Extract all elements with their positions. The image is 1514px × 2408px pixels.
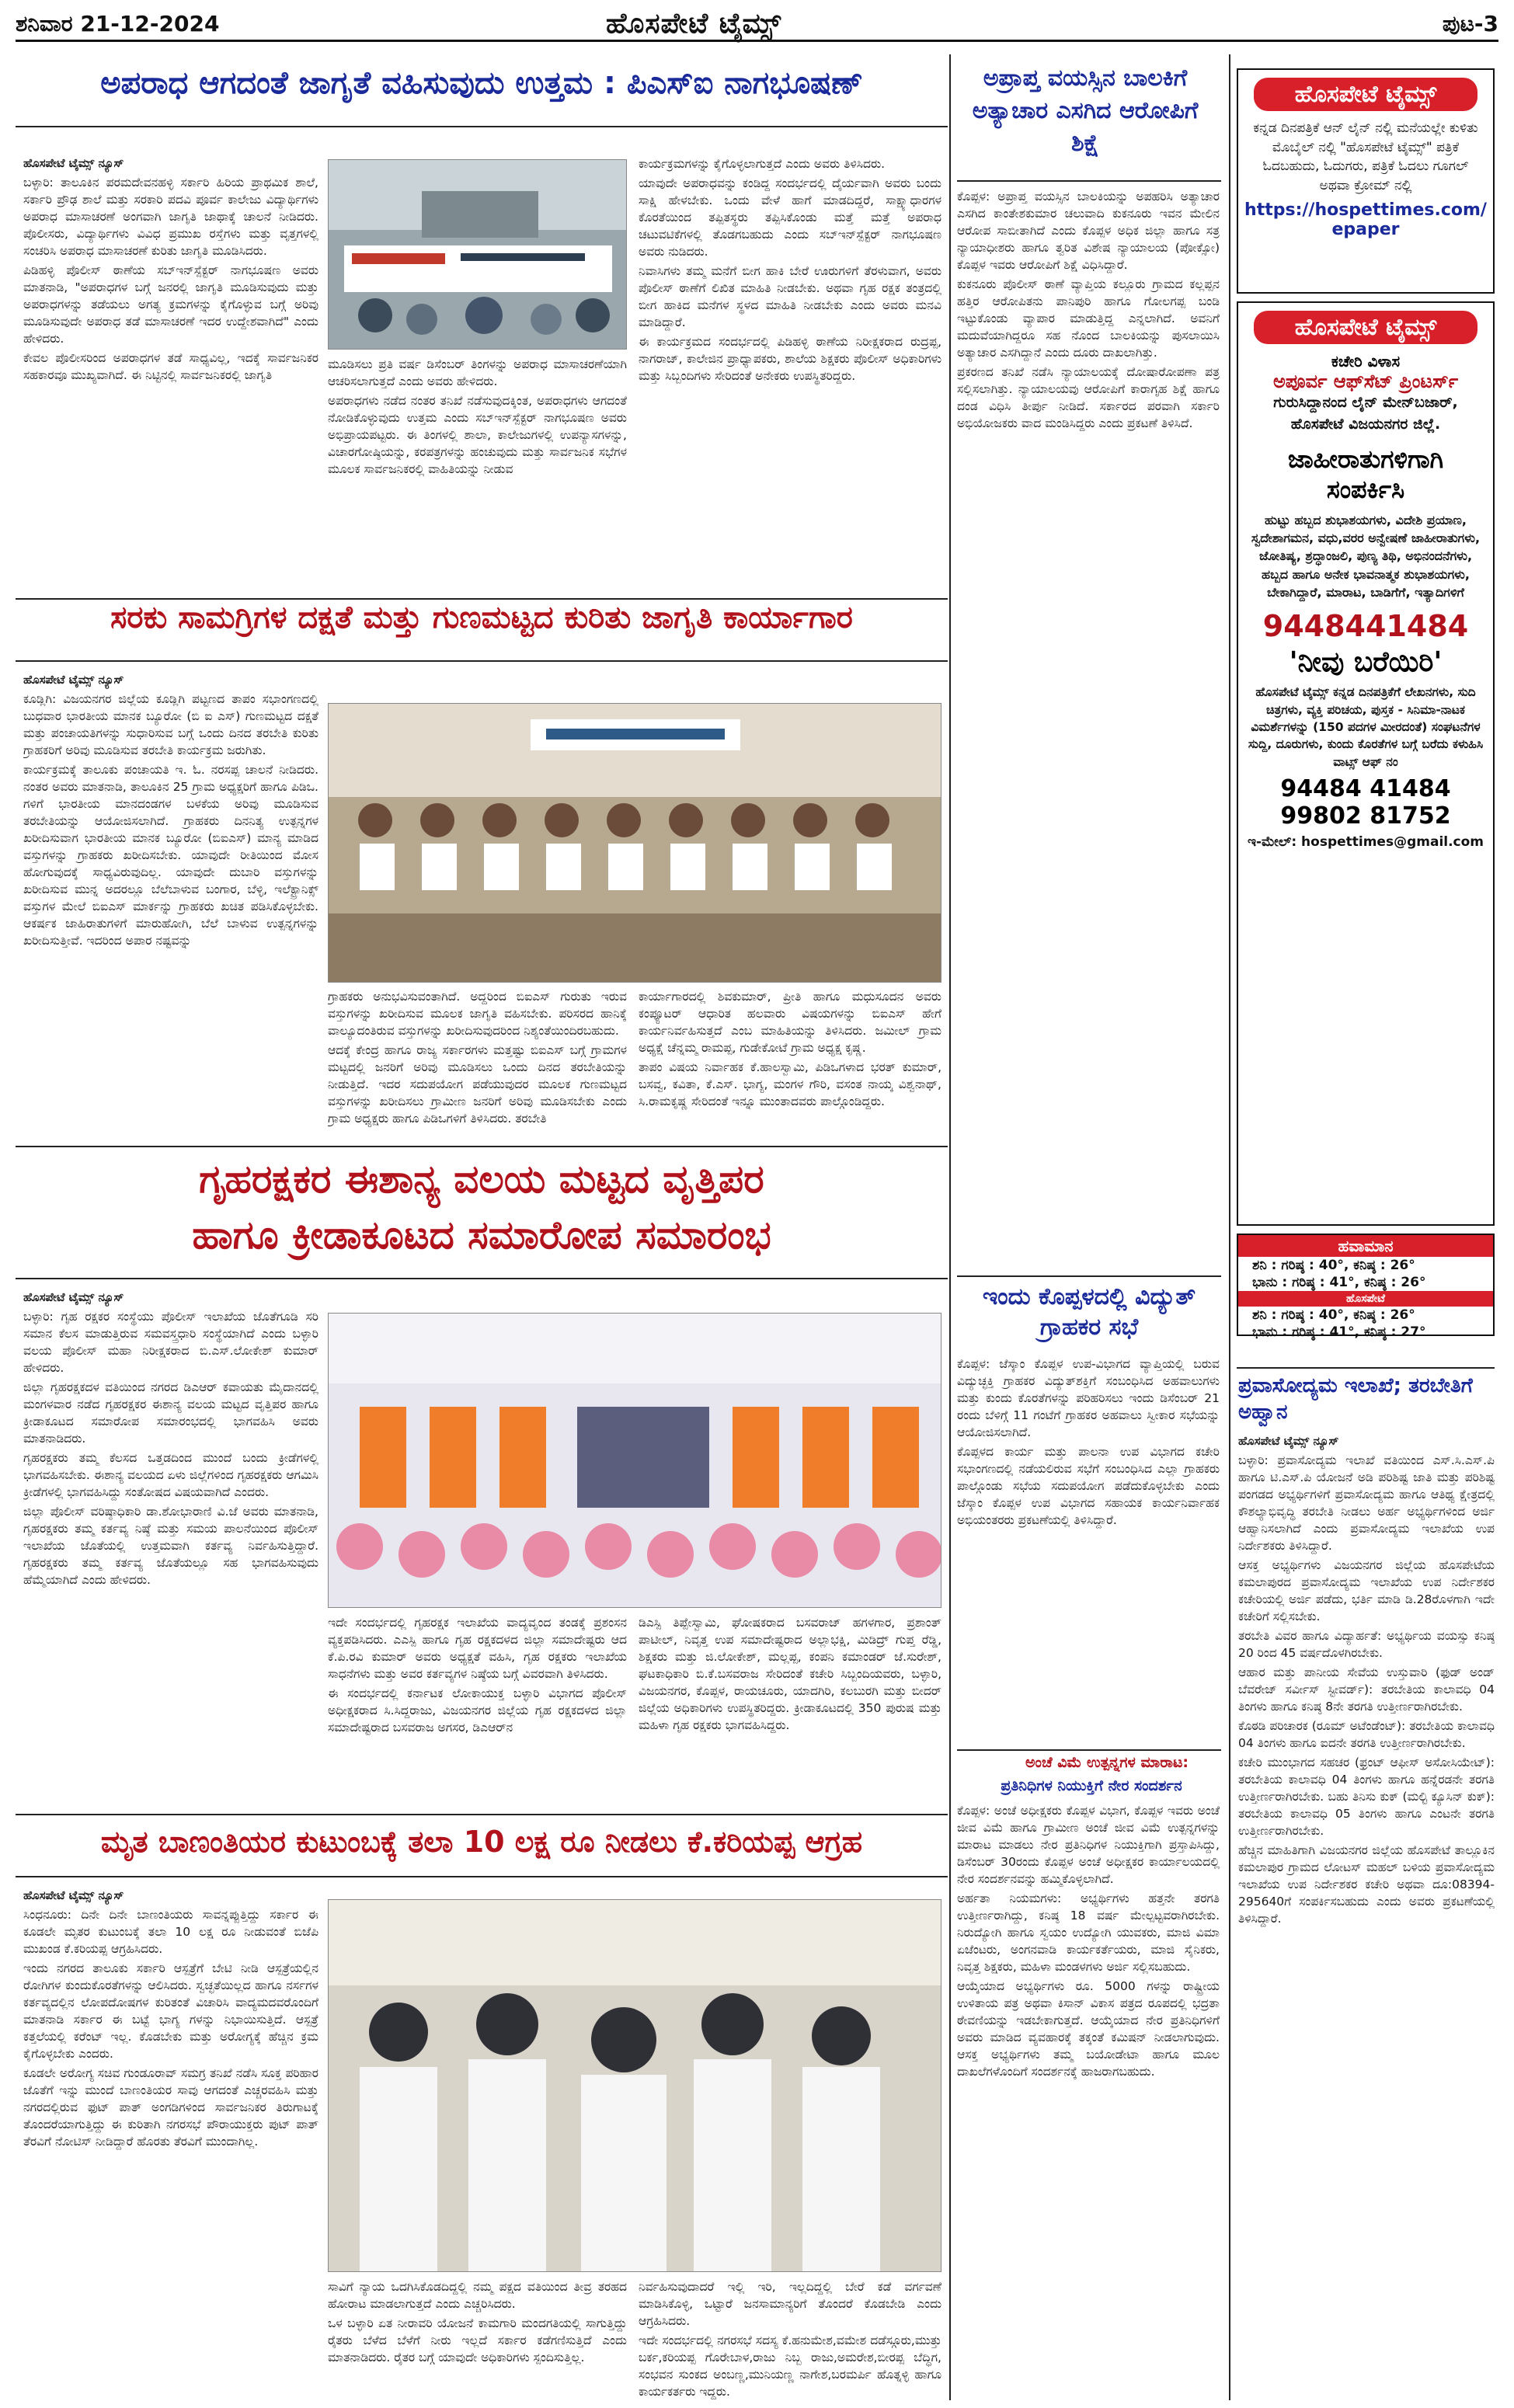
- press-name: ಅಪೂರ್ವ ಆಫ್‌ಸೆಟ್ ಪ್ರಿಂಟರ್ಸ್: [1272, 371, 1459, 392]
- weather-title: ಹವಾಮಾನ: [1238, 1235, 1493, 1257]
- article4-photo: [328, 1899, 941, 2272]
- article3-photo: [328, 1313, 941, 1608]
- article2-headline: ಸರಕು ಸಾಮಗ್ರಿಗಳ ದಕ್ಷತೆ ಮತ್ತು ಗುಣಮಟ್ಟದ ಕುರಿತು ಜಾಗೃತಿ ಕಾರ್ಯಾಗಾರ: [110, 600, 853, 635]
- write-text: ಹೊಸಪೇಟೆ ಟೈಮ್ಸ್ ಕನ್ನಡ ದಿನಪತ್ರಿಕೆಗೆ ಲೇಖನಗಳು, ಸುದಿ ಚಿತ್ರಗಳು, ವ್ಯಕ್ತಿ ಪರಿಚಯ, ಪುಸ್ತಕ - ಸಿನಿಮಾ-ನಾಟಕ ವಿಮರ್ಶೆಗಳನ್ನು (150 ಪದಗಳ ಮೀರದಂತೆ) ಸಂಘಟನೆಗಳ ಸುದ್ದಿ, ದೂರುಗಳು, ಕುಂದು ಕೊರತೆಗಳ ಬಗ್ಗೆ ಬರೆದು ಕಳುಹಿಸಿ ವಾಟ್ಸ್ ಆಫ್ ನಂ: [1248, 685, 1484, 769]
- weather-box: [1237, 1234, 1495, 1340]
- paper-name: ಹೊಸಪೇಟೆ ಟೈಮ್ಸ್: [606, 8, 782, 40]
- issue-date: ಶನಿವಾರ 21-12-2024: [16, 11, 220, 37]
- epaper-ad-title: ಹೊಸಪೇಟೆ ಟೈಮ್ಸ್: [1254, 78, 1477, 111]
- ceremony-photo-icon: [329, 1314, 941, 1608]
- article3-column3: ಡಿಎಸ್ಪಿ ತಿಪ್ಪೇಸ್ವಾಮಿ, ಘೋಷಕರಾದ ಬಸವರಾಜ್ ಹಗಳಗಾರ, ಪ್ರಶಾಂತ್ ಪಾಟೀಲ್, ನಿವೃತ್ತ ಉಪ ಸಮಾದೇಷ್ಟರಾದ ಅಲ್ಲಾಭಕ್ಷಿ, ಮಿಡಿದ್ರ್ ಗುಪ್ತ ರೆಡ್ಡಿ, ಶಿಕ್ಷಕರು ಮತ್ತು ಜಿ.ಲೋಕೇಶ್, ಮಲ್ಲಪ್ಪ, ಕಂಪನಿ ಕಮಾಂಡರ್ ಜೆ.ಸುರೇಶ್, ಘಟಕಾಧಿಕಾರಿ ಬಿ.ಕೆ.ಬಸವರಾಜ ಸೇರಿದಂತೆ ಕಚೇರಿ ಸಿಬ್ಬಂದಿಯವರು, ಬಳ್ಳಾರಿ, ವಿಜಯನಗರ, ಕೊಪ್ಪಳ, ರಾಯಚೂರು, ಯಾದಗಿರಿ, ಕಲಬುರಗಿ ಮತ್ತು ಬೀದರ್ ಜಿಲ್ಲೆಯ ಅಧಿಕಾರಿಗಳು ಉಪಸ್ಥಿತರಿದ್ದರು. ಕ್ರೀಡಾಕೂಟದಲ್ಲಿ 350 ಪುರುಷ ಮತ್ತು ಮಹಿಳಾ ಗೃಹ ರಕ್ಷಕರು ಭಾಗವಹಿಸಿದ್ದರು.: [639, 1616, 941, 1732]
- ads-heading: ಜಾಹೀರಾತುಗಳಿಗಾಗಿ: [1287, 444, 1444, 475]
- office-ad-title: ಹೊಸಪೇಟೆ ಟೈಮ್ಸ್: [1254, 311, 1477, 344]
- phone-secondary: 94484 41484: [1280, 775, 1451, 803]
- epaper-ad-text: ಕನ್ನಡ ದಿನಪತ್ರಿಕೆ ಆನ್ ಲೈನ್ ನಲ್ಲಿ ಮನೆಯಲ್ಲೇ ಕುಳಿತು ಮೊಬೈಲ್ ನಲ್ಲಿ "ಹೊಸಪೇಟೆ ಟೈಮ್ಸ್" ಪತ್ರಿಕೆ ಓದಬಹುದು, ಓದುಗರು, ಪತ್ರಿಕೆ ಓದಲು ಗೂಗಲ್ ಅಥವಾ ಕ್ರೋಮ್ ನಲ್ಲಿ: [1253, 120, 1478, 193]
- hospital-visit-photo-icon: [329, 1900, 941, 2272]
- divider: [16, 660, 948, 662]
- article6-body: ಕೊಪ್ಪಳ: ಜೆಸ್ಕಾಂ ಕೊಪ್ಪಳ ಉಪ-ವಿಭಾಗದ ವ್ಯಾಪ್ತಿಯಲ್ಲಿ ಬರುವ ವಿದ್ಯುಚ್ಛಕ್ತಿ ಗ್ರಾಹಕರ ವಿದ್ಯುತ್‌ಶಕ್ತಿಗೆ ಸಂಬಂಧಿಸಿದ ಅಹವಾಲುಗಳು ಮತ್ತು ಕುಂದು ಕೊರತೆಗಳನ್ನು ಪರಿಹರಿಸಲು ಇಂದು ಡಿಸೆಂಬರ್ 21 ರಂದು ಬೆಳಿಗ್ಗೆ 11 ಗಂಟೆಗೆ ಗ್ರಾಹಕರ ಅಹವಾಲು ಸ್ವೀಕಾರ ಸಭೆಯನ್ನು ಆಯೋಜಿಸಲಾಗಿದೆ. ಕೊಪ್ಪಳದ ಕಾರ್ಯ ಮತ್ತು ಪಾಲನಾ ಉಪ ವಿಭಾಗದ ಕಚೇರಿ ಸಭಾಂಗಣದಲ್ಲಿ ನಡೆಯಲಿರುವ ಸಭೆಗೆ ಸಂಬಂಧಿಸಿದ ಎಲ್ಲಾ ಗ್ರಾಹಕರು ಪಾಲ್ಗೊಂಡು ಸಭೆಯ ಸದುಪಯೋಗ ಪಡೆದುಕೊಳ್ಳಬೇಕು ಎಂದು ಜೆಸ್ಕಾಂ ಕೊಪ್ಪಳ ಉಪ ವಿಭಾಗದ ಸಹಾಯಕ ಕಾರ್ಯನಿರ್ವಾಹಕ ಅಭಿಯಂತರರು ಪ್ರಕಟಣೆಯಲ್ಲಿ ತಿಳಿಸಿದ್ದಾರೆ.: [957, 1357, 1220, 1527]
- article7-headline: ಪ್ರತಿನಿಧಿಗಳ ನಿಯುಕ್ತಿಗೆ ನೇರ ಸಂದರ್ಶನ: [1001, 1777, 1182, 1794]
- article1-column2: ಮೂಡಿಸಲು ಪ್ರತಿ ವರ್ಷ ಡಿಸೆಂಬರ್ ತಿಂಗಳನ್ನು ಅಪರಾಧ ಮಾಸಾಚರಣೆಯಾಗಿ ಆಚರಿಸಲಾಗುತ್ತದೆ ಎಂದು ಅವರು ಹೇಳಿದರು. ಅಪರಾಧಗಳು ನಡೆದ ನಂತರ ತನಿಖೆ ನಡೆಸುವುದಕ್ಕಿಂತ, ಅಪರಾಧಗಳು ಆಗದಂತೆ ನೋಡಿಕೊಳ್ಳುವುದು ಉತ್ತಮ ಎಂದು ಸಬ್‌ಇನ್‌ಸ್ಪೆಕ್ಟರ್ ನಾಗಭೂಷಣ ಅವರು ಅಭಿಪ್ರಾಯಪಟ್ಟರು. ಈ ತಿಂಗಳಲ್ಲಿ ಶಾಲಾ, ಕಾಲೇಜುಗಳಲ್ಲಿ ಉಪನ್ಯಾಸಗಳನ್ನು, ವಿಚಾರಗೋಷ್ಠಿಯನ್ನು, ಕರಪತ್ರಗಳನ್ನು ಹಂಚುವುದು ಮತ್ತು ಸಾರ್ವಜನಿಕ ಸಭೆಗಳ ಮೂಲಕ ಸಾರ್ವಜನಿಕರಲ್ಲಿ ವಾಹಿತಿಯನ್ನು ನೀಡುವ: [328, 357, 627, 476]
- office-address: ಗುರುಸಿದ್ದಾನಂದ ಲೈನ್ ಮೇನ್‌ಬಜಾರ್, ಹೊಸಪೇಟೆ ವಿಜಯನಗರ ಜಿಲ್ಲೆ.: [1273, 394, 1458, 433]
- divider: [957, 1749, 1221, 1751]
- article3-headline-line1: ಗೃಹರಕ್ಷಕರ ಈಶಾನ್ಯ ವಲಯ ಮಟ್ಟದ ವೃತ್ತಿಪರ: [199, 1157, 764, 1202]
- article2-byline: ಹೊಸಪೇಟೆ ಟೈಮ್ಸ್ ನ್ಯೂಸ್: [23, 673, 124, 687]
- article2-photo: [328, 703, 941, 983]
- divider: [16, 126, 948, 127]
- divider: [16, 1876, 948, 1877]
- email: ಇ-ಮೇಲ್: hospettimes@gmail.com: [1247, 834, 1484, 851]
- article8-headline: ಪ್ರವಾಸೋದ್ಯಮ ಇಲಾಖೆ; ತರಬೇತಿಗೆ ಅಹ್ವಾನ: [1238, 1374, 1473, 1424]
- page-number: ಪುಟ-3: [1442, 11, 1498, 37]
- article4-column3: ನಿರ್ವಹಿಸುವುದಾದರೆ ಇಲ್ಲಿ ಇರಿ, ಇಲ್ಲದಿದ್ದಲ್ಲಿ ಬೇರೆ ಕಡೆ ವರ್ಗವಣೆ ಮಾಡಿಸಿಕೊಳ್ಳಿ, ಒಟ್ಟಾರೆ ಜನಸಾಮಾನ್ಯರಿಗೆ ತೊಂದರೆ ಕೊಡಬೇಡಿ ಎಂದು ಆಗ್ರಹಿಸಿದರು. ಇದೇ ಸಂದರ್ಭದಲ್ಲಿ ನಗರಸಭೆ ಸದಸ್ಯ ಕೆ.ಹನುಮೇಶ,ವಮೇಶ ದಡೆಸ್ಗೂರು,ಮುತ್ತು ಬರ್ಕ,ಕರಿಯಪ್ಪ ಗೊರೇಬಾಳ,ರಾಜು ನಿಬ್ಬ ರಾಜು,ಅಮರೇಶ,ಬೀರಪ್ಪ ಬೆದ್ಧಿಗ, ಸಂಭವನ ಸುಂಕದ ಅಂಬಣ್ಣ,ಮುನಿಯಣ್ಣ ನಾಗೇಶ,ಬರಮರ್ಪಿ ಹೊತ್ನಳ್ಳಿ ಹಾಗೂ ಕಾರ್ಯಕರ್ತರು ಇದ್ದರು.: [639, 2280, 941, 2399]
- article7-body: ಕೊಪ್ಪಳ: ಅಂಚೆ ಅಧೀಕ್ಷಕರು ಕೊಪ್ಪಳ ವಿಭಾಗ, ಕೊಪ್ಪಳ ಇವರು ಅಂಚೆ ಜೀವ ವಿಮೆ ಹಾಗೂ ಗ್ರಾಮೀಣ ಅಂಚೆ ಜೀವ ವಿಮೆ ಉತ್ಪನ್ನಗಳನ್ನು ಮಾರಾಟ ಮಾಡಲು ನೇರ ಪ್ರತಿನಿಧಿಗಳ ನಿಯುಕ್ತಿಗಾಗಿ ಪ್ರಸ್ತಾಪಿಸಿದ್ದು, ಡಿಸೆಂಬರ್ 30ರಂದು ಕೊಪ್ಪಳ ಅಂಚೆ ಅಧೀಕ್ಷಕರ ಕಾರ್ಯಾಲಯದಲ್ಲಿ ನೇರ ಸಂದರ್ಶನವನ್ನು ಹಮ್ಮಿಕೊಳ್ಳಲಾಗಿದೆ. ಅರ್ಹತಾ ನಿಯಮಗಳು: ಅಭ್ಯರ್ಥಿಗಳು ಹತ್ತನೇ ತರಗತಿ ಉತ್ತೀರ್ಣರಾಗಿದ್ದು, ಕನಿಷ್ಠ 18 ವರ್ಷ ಮೇಲ್ಪಟ್ಟವರಾಗಿರಬೇಕು. ನಿರುದ್ಯೋಗಿ ಹಾಗೂ ಸ್ವಯಂ ಉದ್ಯೋಗಿ ಯುವಕರು, ಮಾಜಿ ವಿಮಾ ಏಜೆಂಟರು, ಅಂಗನವಾಡಿ ಕಾರ್ಯಕರ್ತೆಯರು, ಮಾಜಿ ಸೈನಿಕರು, ನಿವೃತ್ತ ಶಿಕ್ಷಕರು, ಮಹಿಳಾ ಮಂಡಳಗಳು ಅರ್ಜಿ ಸಲ್ಲಿಸಬಹುದು. ಆಯ್ಕೆಯಾದ ಅಭ್ಯರ್ಥಿಗಳು ರೂ. 5000 ಗಳನ್ನು ರಾಷ್ಟ್ರೀಯ ಉಳಿತಾಯ ಪತ್ರ ಅಥವಾ ಕಿಸಾನ್ ವಿಕಾಸ ಪತ್ರದ ರೂಪದಲ್ಲಿ ಭದ್ರತಾ ಠೇವಣಿಯನ್ನು ಇಡಬೇಕಾಗುತ್ತದೆ. ಆಯ್ಕೆಯಾದ ನೇರ ಪ್ರತಿನಿಧಿಗಳಿಗೆ ಅವರು ಮಾಡಿದ ವ್ಯವಹಾರಕ್ಕೆ ತಕ್ಕಂತೆ ಕಮಿಷನ್ ನೀಡಲಾಗುವುದು. ಆಸಕ್ತ ಅಭ್ಯರ್ಥಿಗಳು ತಮ್ಮ ಬಯೋಡೇಟಾ ಹಾಗೂ ಮೂಲ ದಾಖಲೆಗಳೊಂದಿಗೆ ಸಂದರ್ಶನಕ್ಕೆ ಹಾಜರಾಗಬಹುದು.: [957, 1804, 1220, 2079]
- article3-column2: ಇದೇ ಸಂದರ್ಭದಲ್ಲಿ ಗೃಹರಕ್ಷಕ ಇಲಾಖೆಯ ವಾದ್ಯವೃಂದ ತಂಡಕ್ಕೆ ಪ್ರಶಂಸನ ವ್ಯಕ್ತಪಡಿಸಿದರು. ಎಎಸ್ಪಿ ಹಾಗೂ ಗೃಹ ರಕ್ಷಕದಳದ ಜಿಲ್ಲಾ ಸಮಾದೇಷ್ಟರು ಆದ ಕೆ.ಪಿ.ರವಿ ಕುಮಾರ್ ಅವರು ಅಧ್ಯಕ್ಷತೆ ವಹಿಸಿ, ಗೃಹ ರಕ್ಷಕರು ಇಲಾಖೆಯ ಸಾಧನೆಗಳು ಮತ್ತು ಅವರ ಕರ್ತವ್ಯಗಳ ನಿಷ್ಠೆಯ ಬಗ್ಗೆ ವಿವರವಾಗಿ ತಿಳಿಸಿದರು. ಈ ಸಂದರ್ಭದಲ್ಲಿ ಕರ್ನಾಟಕ ಲೋಕಾಯುಕ್ತ ಬಳ್ಳಾರಿ ವಿಭಾಗದ ಪೊಲೀಸ್ ಅಧೀಕ್ಷಕರಾದ ಸಿ.ಸಿದ್ದರಾಜು, ವಿಜಯನಗರ ಜಿಲ್ಲೆಯ ಗೃಹ ರಕ್ಷಕದಳದ ಜಿಲ್ಲಾ ಸಮಾದೇಷ್ಟರಾದ ಬಸವರಾಜ ಅಗಸರ, ಡಿಎಆರ್‌ನ: [328, 1616, 627, 1735]
- article4-byline: ಹೊಸಪೇಟೆ ಟೈಮ್ಸ್ ನ್ಯೂಸ್: [23, 1888, 124, 1902]
- article8-body: ಹೊಸಪೇಟೆ ಟೈಮ್ಸ್ ನ್ಯೂಸ್ ಬಳ್ಳಾರಿ: ಪ್ರವಾಸೋದ್ಯಮ ಇಲಾಖೆ ವತಿಯಿಂದ ಎಸ್.ಸಿ.ಎಸ್.ಪಿ ಹಾಗೂ ಟಿ.ಎಸ್.ಪಿ ಯೋಜನೆ ಅಡಿ ಪರಿಶಿಷ್ಟ ಜಾತಿ ಮತ್ತು ಪರಿಶಿಷ್ಟ ಪಂಗಡದ ಅಭ್ಯರ್ಥಿಗಳಿಗೆ ಪ್ರವಾಸೋದ್ಯಮ ಹಾಗೂ ಆತಿಥ್ಯ ಕ್ಷೇತ್ರದಲ್ಲಿ ಕೌಶಲ್ಯಾಭಿವೃದ್ಧಿ ತರಬೇತಿ ನೀಡಲು ಅರ್ಹ ಅಭ್ಯರ್ಥಿಗಳಿಂದ ಅರ್ಜಿ ಆಹ್ವಾನಿಸಲಾಗಿದೆ ಎಂದು ಪ್ರವಾಸೋದ್ಯಮ ಇಲಾಖೆಯ ಉಪ ನಿರ್ದೇಶಕರು ತಿಳಿಸಿದ್ದಾರೆ. ಆಸಕ್ತ ಅಭ್ಯರ್ಥಿಗಳು ವಿಜಯನಗರ ಜಿಲ್ಲೆಯ ಹೊಸಪೇಟೆಯ ಕಮಲಾಪುರದ ಪ್ರವಾಸೋದ್ಯಮ ಇಲಾಖೆಯ ಉಪ ನಿರ್ದೇಶಕರ ಕಚೇರಿಯಲ್ಲಿ ಅರ್ಜಿ ಪಡೆದು, ಭರ್ತಿ ಮಾಡಿ ಡಿ.28ರೊಳಗಾಗಿ ಇದೇ ಕಚೇರಿಗೆ ಸಲ್ಲಿಸಬೇಕು. ತರಬೇತಿ ವಿವರ ಹಾಗೂ ವಿದ್ಯಾರ್ಹತೆ: ಅಭ್ಯರ್ಥಿಯ ವಯಸ್ಸು ಕನಿಷ್ಠ 20 ರಿಂದ 45 ವರ್ಷದೊಳಗಿರಬೇಕು. ಆಹಾರ ಮತ್ತು ಪಾನೀಯ ಸೇವೆಯ ಉಸ್ತುವಾರಿ (ಫುಡ್ ಅಂಡ್ ಬೆವರೇಜ್ ಸರ್ವೀಸ್ ಸ್ಟೀವರ್ಡ್): ತರಬೇತಿಯ ಕಾಲಾವಧಿ 04 ತಿಂಗಳು ಹಾಗೂ ಕನಿಷ್ಠ 8ನೇ ತರಗತಿ ಉತ್ತೀರ್ಣರಾಗಿರಬೇಕು. ಕೊಠಡಿ ಪರಿಚಾರಕ (ರೂಮ್ ಅಟೆಂಡೆಂಟ್): ತರಬೇತಿಯ ಕಾಲಾವಧಿ 04 ತಿಂಗಳು ಹಾಗೂ ಐದನೇ ತರಗತಿ ಉತ್ತೀರ್ಣರಾಗಿರಬೇಕು. ಕಚೇರಿ ಮುಂಭಾಗದ ಸಹಚರ (ಫ್ರಂಟ್ ಆಫೀಸ್ ಅಸೋಸಿಯೇಟ್): ತರಬೇತಿಯ ಕಾಲಾವಧಿ 04 ತಿಂಗಳು ಹಾಗೂ ಹನ್ನೆರಡನೇ ತರಗತಿ ಉತ್ತೀರ್ಣರಾಗಿರಬೇಕು. ಬಹು ತಿನಿಸು ಕುಕ್ (ಮಲ್ಟಿ ಕ್ಯೂಸಿನ್ ಕುಕ್): ತರಬೇತಿಯ ಕಾಲಾವಧಿ 05 ತಿಂಗಳು ಹಾಗೂ ಎಂಟನೇ ತರಗತಿ ಉತ್ತೀರ್ಣರಾಗಿರಬೇಕು. ಹೆಚ್ಚಿನ ಮಾಹಿತಿಗಾಗಿ ವಿಜಯನಗರ ಜಿಲ್ಲೆಯ ಹೊಸಪೇಟೆ ತಾಲ್ಲೂಕಿನ ಕಮಲಾಪುರ ಗ್ರಾಮದ ಲೋಟಸ್ ಮಹಲ್ ಬಳಿಯ ಪ್ರವಾಸೋದ್ಯಮ ಇಲಾಖೆಯ ಉಪ ನಿರ್ದೇಶಕರ ಕಚೇರಿ ಅಥವಾ ದೂ:08394-295640ಗೆ ಸಂಪರ್ಕಿಸಬಹುದು ಎಂದು ಅವರು ಪ್ರಕಟಣೆಯಲ್ಲಿ ತಿಳಿಸಿದ್ದಾರೆ.: [1238, 1434, 1495, 1926]
- divider: [957, 1275, 1221, 1277]
- weather-row: ಭಾನು : ಗರಿಷ್ಠ : 41°, ಕನಿಷ್ಠ : 27°: [1252, 1324, 1426, 1340]
- epaper-ad: [1237, 68, 1495, 294]
- weather-subtitle: ಹೊಸಪೇಟೆ: [1238, 1291, 1493, 1307]
- phone-tertiary: 99802 81752: [1280, 802, 1451, 830]
- article2-column3: ಕಾರ್ಯಾಗಾರದಲ್ಲಿ ಶಿವಕುಮಾರ್, ಪ್ರೀತಿ ಹಾಗೂ ಮಧುಸೂದನ ಅವರು ಕಂಪ್ಯೂಟರ್ ಆಧಾರಿತ ಹಲವಾರು ವಿಷಯಗಳನ್ನು ಬಿಐಎಸ್ ಹೇಗೆ ಕಾರ್ಯನಿರ್ವಹಿಸುತ್ತದೆ ಎಂಬ ಮಾಹಿತಿಯನ್ನು ತಿಳಿಸಿದರು. ಜಮೀಲ್ ಗ್ರಾಮ ಅಧ್ಯಕ್ಷೆ ಚೆನ್ನಮ್ಮ ರಾಮಪ್ಪ, ಗುಡೇಕೋಟೆ ಗ್ರಾಮ ಅಧ್ಯಕ್ಷ ಕೃಷ್ಣ. ತಾಪಂ ವಿಷಯ ನಿರ್ವಾಹಕ ಕೆ.ಹಾಲಸ್ವಾಮಿ, ಪಿಡಿಒಗಳಾದ ಭರತ್ ಕುಮಾರ್, ಬಸವ್ವ, ಕವಿತಾ, ಕೆ.ಎಸ್. ಭಾಗ್ಯ, ಮಂಗಳ ಗೌರಿ, ವಸಂತ ನಾಯ್ಕ ವಿಶ್ವನಾಥ್, ಸಿ.ರಾಮಕೃಷ್ಣ ಸೇರಿದಂತೆ ಇನ್ನೂ ಮುಂತಾದವರು ಪಾಲ್ಗೊಂಡಿದ್ದರು.: [639, 990, 941, 1108]
- divider: [1237, 1367, 1495, 1369]
- epaper-link[interactable]: https://hospettimes.com/ epaper: [1244, 200, 1487, 239]
- article3-column1: ಹೊಸಪೇಟೆ ಟೈಮ್ಸ್ ನ್ಯೂಸ್ ಬಳ್ಳಾರಿ: ಗೃಹ ರಕ್ಷಕರ ಸಂಸ್ಥೆಯು ಪೊಲೀಸ್ ಇಲಾಖೆಯ ಜೊತೆಗೂಡಿ ಸರಿ ಸಮಾನ ಕೆಲಸ ಮಾಡುತ್ತಿರುವ ಸಮವಸ್ತ್ರಧಾರಿ ಸಂಸ್ಥೆಯಾಗಿದೆ ಎಂದು ಬಳ್ಳಾರಿ ವಲಯ ಪೊಲೀಸ್ ಮಹಾ ನಿರೀಕ್ಷಕರಾದ ಬಿ.ಎಸ್.ಲೋಕೇಶ್ ಕುಮಾರ್ ಹೇಳಿದರು. ಜಿಲ್ಲಾ ಗೃಹರಕ್ಷಕದಳ ವತಿಯಿಂದ ನಗರದ ಡಿಎಆರ್ ಕವಾಯತು ಮೈದಾನದಲ್ಲಿ ಮಂಗಳವಾರ ನಡೆದ ಗೃಹರಕ್ಷಕರ ಈಶಾನ್ಯ ವಲಯ ಮಟ್ಟದ ವೃತ್ತಿಪರ ಹಾಗೂ ಕ್ರೀಡಾಕೂಟದ ಸಮಾರೋಪ ಸಮಾರಂಭದಲ್ಲಿ ಭಾಗವಹಿಸಿ ಅವರು ಮಾತನಾಡಿದರು. ಗೃಹರಕ್ಷಕರು ತಮ್ಮ ಕೆಲಸದ ಒತ್ತಡದಿಂದ ಮುಂದೆ ಬಂದು ಕ್ರೀಡೆಗಳಲ್ಲಿ ಭಾಗವಹಿಸಬೇಕು. ಈಶಾನ್ಯ ವಲಯದ ಏಳು ಜಿಲ್ಲೆಗಳಿಂದ ಗೃಹರಕ್ಷಕರು ಆಗಮಿಸಿ ಕ್ರೀಡೆಗಳಲ್ಲಿ ಭಾಗವಹಿಸಿದ್ದು ಸಂತೋಷದ ವಿಷಯವಾಗಿದೆ ಎಂದರು. ಜಿಲ್ಲಾ ಪೊಲೀಸ್ ವರಿಷ್ಠಾಧಿಕಾರಿ ಡಾ.ಶೋಭಾರಾಣಿ ವಿ.ಜೆ ಅವರು ಮಾತನಾಡಿ, ಗೃಹರಕ್ಷಕರು ತಮ್ಮ ಕರ್ತವ್ಯ ನಿಷ್ಠೆ ಮತ್ತು ಸಮಯ ಪಾಲನೆಯಿಂದ ಪೊಲೀಸ್ ಇಲಾಖೆಯ ಜೊತೆಯಲ್ಲಿ ಉತ್ತಮವಾಗಿ ಕರ್ತವ್ಯ ನಿರ್ವಹಿಸುತ್ತಿದ್ದಾರೆ. ಗೃಹರಕ್ಷಕರು ತಮ್ಮ ಕರ್ತವ್ಯ ಜೊತೆಯಲ್ಲೂ ಸಹ ಭಾಗವಹಿಸುವುದು ಹೆಮ್ಮೆಯಾಗಿದೆ ಎಂದು ಹೇಳಿದರು.: [23, 1290, 318, 1588]
- column-divider: [1229, 54, 1230, 2400]
- column-divider: [949, 54, 951, 2400]
- article1-column3: ಕಾರ್ಯಕ್ರಮಗಳನ್ನು ಕೈಗೊಳ್ಳಲಾಗುತ್ತದೆ ಎಂದು ಅವರು ತಿಳಿಸಿದರು. ಯಾವುದೇ ಅಪರಾಧವನ್ನು ಕಂಡಿದ್ದ ಸಂದರ್ಭದಲ್ಲಿ ದೈರ್ಯವಾಗಿ ಅವರು ಬಂದು ಸಾಕ್ಷಿ ಹೇಳಬೇಕು. ಒಂದು ವೇಳೆ ಹಾಗೆ ಮಾಡದಿದ್ದರೆ, ಸಾಕ್ಷ್ಯಾಧಾರಗಳ ಕೊರತೆಯಿಂದ ತಪ್ಪಿತಸ್ಥರು ತಪ್ಪಿಸಿಕೊಂಡು ಮತ್ತೆ ಮತ್ತೆ ಅಪರಾಧ ಚಟುವಟಿಕೆಗಳಲ್ಲಿ ತೊಡಗಬಹುದು ಎಂದು ಸಬ್‌ಇನ್‌ಸ್ಪೆಕ್ಟರ್ ನಾಗಭೂಷಣ ಅವರು ನುಡಿದರು. ನಿವಾಸಿಗಳು ತಮ್ಮ ಮನೆಗೆ ಬೀಗ ಹಾಕಿ ಬೇರೆ ಊರುಗಳಿಗೆ ತೆರಳುವಾಗ, ಅವರು ಪೊಲೀಸ್ ಠಾಣೆಗೆ ಲಿಖಿತ ಮಾಹಿತಿ ನೀಡಬೇಕು. ಅಥವಾ ಗೃಹ ರಕ್ಷಕ ತಂತ್ರದಲ್ಲಿ ಬೀಗ ಹಾಕಿದ ಮನೆಗಳ ಸ್ಥಳದ ಮಾಹಿತಿ ನೀಡಬೇಕು ಎಂದು ಅವರು ಮನವಿ ಮಾಡಿದ್ದಾರೆ. ಈ ಕಾರ್ಯಕ್ರಮದ ಸಂದರ್ಭದಲ್ಲಿ ಪಿಡಿಹಳ್ಳಿ ಠಾಣೆಯ ನಿರೀಕ್ಷಕರಾದ ರುದ್ರಪ್ಪ, ನಾಗರಾಜ್, ಕಾಲೇಜಿನ ಪ್ರಾಧ್ಯಾಪಕರು, ಶಾಲೆಯ ಶಿಕ್ಷಕರು ಪೊಲೀಸ್ ಅಧಿಕಾರಿಗಳು ಮತ್ತು ಸಿಬ್ಬಂದಿಗಳು ಸೇರಿದಂತೆ ಅನೇಕರು ಉಪಸ್ಥಿತರಿದ್ದರು.: [639, 157, 941, 383]
- article4-headline: ಮೃತ ಬಾಣಂತಿಯರ ಕುಟುಂಬಕ್ಕೆ ತಲಾ 10 ಲಕ್ಷ ರೂ ನೀಡಲು ಕೆ.ಕರಿಯಪ್ಪ ಆಗ್ರಹ: [100, 1825, 863, 1859]
- article1-column1: ಹೊಸಪೇಟೆ ಟೈಮ್ಸ್ ನ್ಯೂಸ್ ಬಳ್ಳಾರಿ: ತಾಲೂಕಿನ ಪರಮದೇವನಹಳ್ಳಿ ಸರ್ಕಾರಿ ಹಿರಿಯ ಪ್ರಾಥಮಿಕ ಶಾಲೆ, ಸರ್ಕಾರಿ ಪ್ರೌಢ ಶಾಲೆ ಮತ್ತು ಸರಕಾರಿ ಪದವಿ ಪೂರ್ವ ಕಾಲೇಜು ವಿದ್ಯಾರ್ಥಿಗಳು ಅಪರಾಧ ಮಾಸಾಚರಣೆ ಅಂಗವಾಗಿ ಜಾಗೃತಿ ಜಾಥಾಕ್ಕೆ ಚಾಲನೆ ನೀಡಿದರು. ಪೊಲೀಸರು, ವಿದ್ಯಾರ್ಥಿಗಳು ವಿವಿಧ ಪ್ರಮುಖ ರಸ್ತೆಗಳು ಮತ್ತು ವೃತ್ತಗಳಲ್ಲಿ ಸಂಚರಿಸಿ ಅಪರಾಧ ಮಾಸಾಚರಣೆ ಕುರಿತು ಜಾಗೃತಿ ಮೂಡಿಸಿದರು. ಪಿಡಿಹಳ್ಳಿ ಪೊಲೀಸ್ ಠಾಣೆಯ ಸಬ್‌ಇನ್‌ಸ್ಪೆಕ್ಟರ್ ನಾಗಭೂಷಣ ಅವರು ಮಾತನಾಡಿ, "ಅಪರಾಧಗಳ ಬಗ್ಗೆ ಜನರಲ್ಲಿ ಜಾಗೃತಿ ಮೂಡಿಸುವುದು ಮತ್ತು ಅಪರಾಧಗಳನ್ನು ತಡೆಯಲು ಅಗತ್ಯ ಕ್ರಮಗಳನ್ನು ಕೈಗೊಳ್ಳುವ ಬಗ್ಗೆ ಅರಿವು ಮೂಡಿಸುವುದೇ ಅಪರಾಧ ತಡೆ ಮಾಸಾಚರಣೆ ಇದರ ಉದ್ದೇಶವಾಗಿದೆ" ಎಂದು ಹೇಳಿದರು. ಕೇವಲ ಪೊಲೀಸರಿಂದ ಅಪರಾಧಗಳ ತಡೆ ಸಾಧ್ಯವಿಲ್ಲ, ಇದಕ್ಕೆ ಸಾರ್ವಜನಿಕರ ಸಹಕಾರವೂ ಮುಖ್ಯವಾಗಿದೆ. ಈ ನಿಟ್ಟಿನಲ್ಲಿ ಸಾರ್ವಜನಿಕರಲ್ಲಿ ಜಾಗೃತಿ: [23, 156, 318, 383]
- office-ad: [1237, 301, 1495, 1226]
- article1-photo: [328, 159, 627, 350]
- office-label: ಕಚೇರಿ ವಿಳಾಸ: [1331, 352, 1401, 371]
- article2-column1: ಹೊಸಪೇಟೆ ಟೈಮ್ಸ್ ನ್ಯೂಸ್ ಕೂಡ್ಲಿಗಿ: ವಿಜಯನಗರ ಜಿಲ್ಲೆಯ ಕೂಡ್ಲಿಗಿ ಪಟ್ಟಣದ ತಾಪಂ ಸಭಾಂಗಣದಲ್ಲಿ ಬುಧವಾರ ಭಾರತೀಯ ಮಾನಕ ಬ್ಯೂರೋ (ಬಿ ಐ ಎಸ್) ಗುಣಮಟ್ಟದ ದಕ್ಷತೆ ಮತ್ತು ಪಂಚಾಯತಿಗಳನ್ನು ಸುಧಾರಿಸುವ ಬಗ್ಗೆ ಒಂದು ದಿನದ ತರಬೇತಿ ಕುರಿತು ಗ್ರಾಹಕರಿಗೆ ಅರಿವು ಮೂಡಿಸುವ ತರಬೇತಿ ಕಾರ್ಯಕ್ರಮ ಜರುಗಿತು. ಕಾರ್ಯಕ್ರಮಕ್ಕೆ ತಾಲೂಕು ಪಂಚಾಯತಿ ಇ. ಓ. ನರಸಪ್ಪ ಚಾಲನೆ ನೀಡಿದರು. ನಂತರ ಅವರು ಮಾತನಾಡಿ, ತಾಲೂಕಿನ 25 ಗ್ರಾಮ ಅಧ್ಯಕ್ಷರಿಗೆ ಹಾಗೂ ಪಿಡಿಒ. ಗಳಿಗೆ ಭಾರತೀಯ ಮಾನದಂಡಗಳ ಬಳಕೆಯ ಅರಿವು ಮೂಡಿಸುವ ತರಬೇತಿಯನ್ನು ಆಯೋಜಿಸಲಾಗಿದೆ. ಗ್ರಾಹಕರು ದಿನನಿತ್ಯ ಉತ್ಪನ್ನಗಳ ಖರೀದಿಸುವಾಗ ಭಾರತೀಯ ಮಾನಕ ಬ್ಯೂರೋ (ಬಿಐಎಸ್) ಮಾನ್ಯ ಮಾಡಿದ ವಸ್ತುಗಳನ್ನು ಗ್ರಾಹಕರು ಖರೀದಿಸಬೇಕು. ಯಾವುದೇ ರೀತಿಯಿಂದ ಮೋಸ ಹೋಗುವುದಕ್ಕೆ ಸಾಧ್ಯವಿರುವುದಿಲ್ಲ. ಯಾವುದೇ ದುಬಾರಿ ವಸ್ತುಗಳನ್ನು ಖರೀದಿಸುವ ಮುನ್ನ ಅದರಲ್ಲೂ ಬೆಲೆಬಾಳುವ ಬಂಗಾರ, ಬೆಳ್ಳಿ, ಇಲೆಕ್ಟ್ರಾನಿಕ್ಸ್ ವಸ್ತುಗಳ ಮೇಲೆ ಬಿಐಎಸ್ ಮಾರ್ಕನ್ನು ಗ್ರಾಹಕರು ಖಚಿತ ಪಡಿಸಿಕೊಳ್ಳಬೇಕು. ಆಕರ್ಷಕ ಜಾಹಿರಾತುಗಳಿಗೆ ಮಾರುಹೋಗಿ, ಬೆಲೆ ಬಾಳುವ ಉತ್ಪನ್ನಗಳನ್ನು ಖರೀದಿಸುತ್ತೀವೆ. ಇದರಿಂದ ಅಪಾರ ನಷ್ಟವನ್ನು: [23, 673, 318, 948]
- article2-column2: ಗ್ರಾಹಕರು ಅನುಭವಿಸುವಂತಾಗಿದೆ. ಅದ್ದರಿಂದ ಬಿಐಎಸ್ ಗುರುತು ಇರುವ ವಸ್ತುಗಳನ್ನು ಖರೀದಿಸುವ ಮೂಲಕ ಜಾಗೃತಿ ವಹಿಸಬೇಕು. ಪರಿಸರದ ಹಾನಿಕ್ಕೆ ವಾಲ್ಯೂದಂತಿರುವ ವಸ್ತುಗಳನ್ನು ಖರೀದಿಸುವುದರಿಂದ ನಿಶ್ಯಂತೆಯಿಂದಿರಬಹುದು. ಆದಕ್ಕೆ ಕೇಂದ್ರ ಹಾಗೂ ರಾಜ್ಯ ಸರ್ಕಾರಗಳು ಮತ್ತಷ್ಟು ಬಿಐಎಸ್ ಬಗ್ಗೆ ಗ್ರಾಮಗಳ ಮಟ್ಟದಲ್ಲಿ ಜನರಿಗೆ ಅರಿವು ಮೂಡಿಸಲು ಒಂದು ದಿನದ ತರಬೇತಿಯನ್ನು ನೀಡುತ್ತಿದೆ. ಇದರ ಸದುಪಯೋಗ ಪಡೆಯುವುದರ ಮೂಲಕ ಗುಣಮಟ್ಟದ ವಸ್ತುಗಳನ್ನು ಖರೀದಿಸಲು ಗ್ರಾಮೀಣ ಜನರಿಗೆ ಅರಿವು ಮೂಡಿಸಬೇಕು ಎಂದು ಗ್ರಾಮ ಅಧ್ಯಕ್ಷರು ಹಾಗೂ ಪಿಡಿಒಗಳಿಗೆ ತಿಳಿಸಿದರು. ತರಬೇತಿ: [328, 990, 627, 1126]
- phone-primary: 9448441484: [1262, 609, 1469, 644]
- masthead: [16, 8, 1498, 42]
- write-tagline: 'ನೀವು ಬರೆಯಿರಿ': [1289, 646, 1443, 679]
- article5-headline: ಅಪ್ರಾಪ್ತ ವಯಸ್ಸಿನ ಬಾಲಕಿಗೆ ಅತ್ಯಾಚಾರ ಎಸಗಿದ ಆರೋಪಿಗೆ ಶಿಕ್ಷೆ: [972, 64, 1199, 157]
- article4-column1: ಹೊಸಪೇಟೆ ಟೈಮ್ಸ್ ನ್ಯೂಸ್ ಸಿಂಧನೂರು: ದಿನೇ ದಿನೇ ಬಾಣಂತಿಯರು ಸಾವನ್ನಪ್ಪುತ್ತಿದ್ದು ಸರ್ಕಾರ ಈ ಕೂಡಲೇ ಮೃತರ ಕುಟುಂಬಕ್ಕೆ ತಲಾ 10 ಲಕ್ಷ ರೂ ನೀಡುವಂತೆ ಬಿಜೆಪಿ ಮುಖಂಡ ಕೆ.ಕರಿಯಪ್ಪ ಆಗ್ರಹಿಸಿದರು. ಇಂದು ನಗರದ ತಾಲೂಕು ಸರ್ಕಾರಿ ಆಸ್ಪತ್ರೆಗೆ ಬೇಟಿ ನೀಡಿ ಆಸ್ಪತ್ರೆಯಲ್ಲಿನ ರೋಗಿಗಳ ಕುಂದುಕೊರತೆಗಳನ್ನು ಆಲಿಸಿದರು. ಸ್ವಚ್ಛತೆಯಿಲ್ಲದ ಹಾಗೂ ನರ್ಸಗಳ ಕರ್ತವ್ಯದಲ್ಲಿನ ಲೋಪದೋಷಗಳ ಕುರಿತಂತೆ ವಿಚಾರಿಸಿ ವಾದ್ಯಮದವರೊಂದಿಗೆ ಮಾತನಾಡಿ ಸರ್ಕಾರ ಈ ಬಟ್ಟೆ ಭಾಗ್ಯ ಗಳನ್ನು ನಿಭಾಯಿಸುತ್ತಿದೆ. ಆಸ್ಪತ್ರೆ ಕತ್ತಲೆಯಲ್ಲಿ ಕರೆಂಟ್ ಇಲ್ಲ. ಕೊಡಬೇಕು ಮತ್ತು ಅರೋಗ್ಯಕ್ಕೆ ಹೆಚ್ಚಿನ ಕ್ರಮ ಕೈಗೊಳ್ಳಬೇಕು ಎಂದರು. ಕೂಡಲೇ ಅರೋಗ್ಯ ಸಚಿವ ಗುಂಡೂರಾವ್ ಸಮಗ್ರ ತನಿಖೆ ನಡೆಸಿ ಸೂಕ್ತ ಪರಿಹಾರ ಜೊತೆಗೆ ಇನ್ನು ಮುಂದೆ ಬಾಣಂತಿಯರ ಸಾವು ಆಗದಂತೆ ಎಚ್ಚರವಹಿಸಿ ಮತ್ತು ನಗರದಲ್ಲಿರುವ ಫುಟ್ ಪಾತ್ ಅಂಗಡಿಗಳಿಂದ ಸಾರ್ವಜನಿಕರ ತಿರುಗಾಟಕ್ಕೆ ತೊಂದರೆಯಾಗುತ್ತಿದ್ದು ಈ ಕುರಿತಾಗಿ ನಗರಸಭೆ ಪೌರಾಯುಕ್ತರು ಪುಟ್ ಪಾತ್ ತೆರವಿಗೆ ನೋಟಿಸ್ ನೀಡಿದ್ದಾರೆ ಹೊರತು ತೆರವಿಗೆ ಮುಂದಾಗಿಲ್ಲ.: [23, 1888, 318, 2149]
- weather-row: ಭಾನು : ಗರಿಷ್ಠ : 41°, ಕನಿಷ್ಠ : 26°: [1252, 1275, 1426, 1290]
- divider: [16, 1146, 948, 1147]
- divider: [16, 1814, 948, 1815]
- crowd-photo-icon: [329, 160, 627, 350]
- weather-row: ಶನಿ : ಗರಿಷ್ಠ : 40°, ಕನಿಷ್ಠ : 26°: [1252, 1258, 1415, 1273]
- article3-byline: ಹೊಸಪೇಟೆ ಟೈಮ್ಸ್ ನ್ಯೂಸ್: [23, 1290, 124, 1304]
- contact-heading: ಸಂಪರ್ಕಿಸಿ: [1326, 475, 1405, 505]
- article1-headline: ಅಪರಾಧ ಆಗದಂತೆ ಜಾಗೃತೆ ವಹಿಸುವುದು ಉತ್ತಮ : ಪಿಎಸ್‌ಐ ನಾಗಭೂಷಣ್: [100, 65, 863, 101]
- workshop-photo-icon: [329, 704, 941, 983]
- weather-row: ಶನಿ : ಗರಿಷ್ಠ : 40°, ಕನಿಷ್ಠ : 26°: [1252, 1307, 1415, 1323]
- article7-subhead: ಅಂಚೆ ವಿಮೆ ಉತ್ಪನ್ನಗಳ ಮಾರಾಟ:: [1025, 1754, 1189, 1771]
- article5-body: ಕೊಪ್ಪಳ: ಅಪ್ರಾಪ್ತ ವಯಸ್ಸಿನ ಬಾಲಕಿಯನ್ನು ಅಪಹರಿಸಿ ಅತ್ಯಾಚಾರ ಎಸಗಿದ ಕಾಂತೇಶಕುಮಾರ ಚಲುವಾದಿ ಕುಕನೂರು ಇವನ ಮೇಲಿನ ಆರೋಪ ಸಾಬೀತಾಗಿದೆ ಎಂದು ಕೊಪ್ಪಳ ಅಧಿಕ ಜಿಲ್ಲಾ ಹಾಗೂ ಸತ್ರ ನ್ಯಾಯಾಧೀಶರು ಹಾಗೂ ತ್ವರಿತ ವಿಶೇಷ ನ್ಯಾಯಾಲಯ (ಪೋಕ್ಸೋ) ಕೊಪ್ಪಳ ಇವರು ಆರೋಪಿಗೆ ಶಿಕ್ಷೆ ವಿಧಿಸಿದ್ದಾರೆ. ಕುಕನೂರು ಪೊಲೀಸ್ ಠಾಣೆ ವ್ಯಾಪ್ತಿಯ ಕಲ್ಲೂರು ಗ್ರಾಮದ ಕಲ್ಲಪ್ಪನ ಹತ್ತಿರ ಆರೋಪಿತನು ಪಾನಿಪುರಿ ಹಾಗೂ ಗೋಲಗಪ್ಪ ಬಂಡಿ ಇಟ್ಟುಕೊಂಡು ವ್ಯಾಪಾರ ಮಾಡುತ್ತಿದ್ದ ಎನ್ನಲಾಗಿದೆ. ಅವನಿಗೆ ಮದುವೆಯಾಗಿದ್ದರೂ ಸಹ ನೊಂದ ಬಾಲಕಿಯನ್ನು ಪುಸಲಾಯಿಸಿ ಅತ್ಯಾಚಾರ ಎಸಗಿದ್ದಾನೆ ಎಂದು ದೂರು ದಾಖಲಾಗಿತ್ತು. ಪ್ರಕರಣದ ತನಿಖೆ ನಡೆಸಿ ನ್ಯಾಯಾಲಯಕ್ಕೆ ದೋಷಾರೋಪಣಾ ಪತ್ರ ಸಲ್ಲಿಸಲಾಗಿತ್ತು. ನ್ಯಾಯಾಲಯವು ಆರೋಪಿಗೆ ಕಾರಾಗೃಹ ಶಿಕ್ಷೆ ಹಾಗೂ ದಂಡ ವಿಧಿಸಿ ತೀರ್ಪು ನೀಡಿದೆ. ಸರ್ಕಾರದ ಪರವಾಗಿ ಸರ್ಕಾರಿ ಅಭಿಯೋಜಕರು ವಾದ ಮಂಡಿಸಿದ್ದರು ಎಂದು ಪ್ರಕಟಣೆ ತಿಳಿಸಿದೆ.: [957, 190, 1220, 430]
- article6-headline: ಇಂದು ಕೊಪ್ಪಳದಲ್ಲಿ ವಿದ್ಯುತ್ ಗ್ರಾಹಕರ ಸಭೆ: [982, 1283, 1196, 1341]
- article3-headline-line2: ಹಾಗೂ ಕ್ರೀಡಾಕೂಟದ ಸಮಾರೋಪ ಸಮಾರಂಭ: [192, 1213, 771, 1258]
- article1-byline: ಹೊಸಪೇಟೆ ಟೈಮ್ಸ್ ನ್ಯೂಸ್: [23, 156, 124, 170]
- article8-byline: ಹೊಸಪೇಟೆ ಟೈಮ್ಸ್ ನ್ಯೂಸ್: [1238, 1434, 1339, 1448]
- article4-column2: ಸಾವಿಗೆ ನ್ಯಾಯ ಒದಗಿಸಿಕೊಡದಿದ್ದಲ್ಲಿ ನಮ್ಮ ಪಕ್ಷದ ವತಿಯಿಂದ ತೀವ್ರ ತರಹದ ಹೋರಾಟ ಮಾಡಲಾಗುತ್ತದೆ ಎಂದು ಎಚ್ಚರಿಸಿದರು. ಒಳ ಬಳ್ಳಾರಿ ಏತ ನೀರಾವರಿ ಯೋಜನೆ ಕಾಮಗಾರಿ ಮಂದಗತಿಯಲ್ಲಿ ಸಾಗುತ್ತಿದ್ದು ರೈತರು ಬೆಳೆದ ಬೆಳೆಗೆ ನೀರು ಇಲ್ಲದೆ ಸರ್ಕಾರ ಕಡೆಗಣಿಸುತ್ತಿದೆ ಎಂದು ಮಾತನಾಡಿದರು. ರೈತರ ಬಗ್ಗೆ ಯಾವುದೇ ಅಧಿಕಾರಿಗಳು ಸ್ಪಂದಿಸುತ್ತಿಲ್ಲ.: [328, 2280, 627, 2365]
- divider: [957, 180, 1221, 182]
- divider: [16, 1278, 948, 1279]
- ads-list: ಹುಟ್ಟು ಹಬ್ಬದ ಶುಭಾಶಯಗಳು, ವಿದೇಶಿ ಪ್ರಯಾಣ, ಸ್ವದೇಶಾಗಮನ, ವಧು,ವರರ ಅನ್ವೇಷಣೆ ಜಾಹೀರಾತುಗಳು, ಜೋತಿಷ್ಯ, ಶ್ರದ್ಧಾಂಜಲಿ, ಪುಣ್ಯ ತಿಥಿ, ಅಭಿನಂದನೆಗಳು, ಹಬ್ಬದ ಹಾಗೂ ಅನೇಕ ಭಾವನಾತ್ಮಕ ಶುಭಾಶಯಗಳು, ಬೇಕಾಗಿದ್ದಾರೆ, ಮಾರಾಟ, ಬಾಡಿಗೆಗೆ, ಇತ್ಯಾದಿಗಳಿಗೆ: [1251, 513, 1481, 600]
